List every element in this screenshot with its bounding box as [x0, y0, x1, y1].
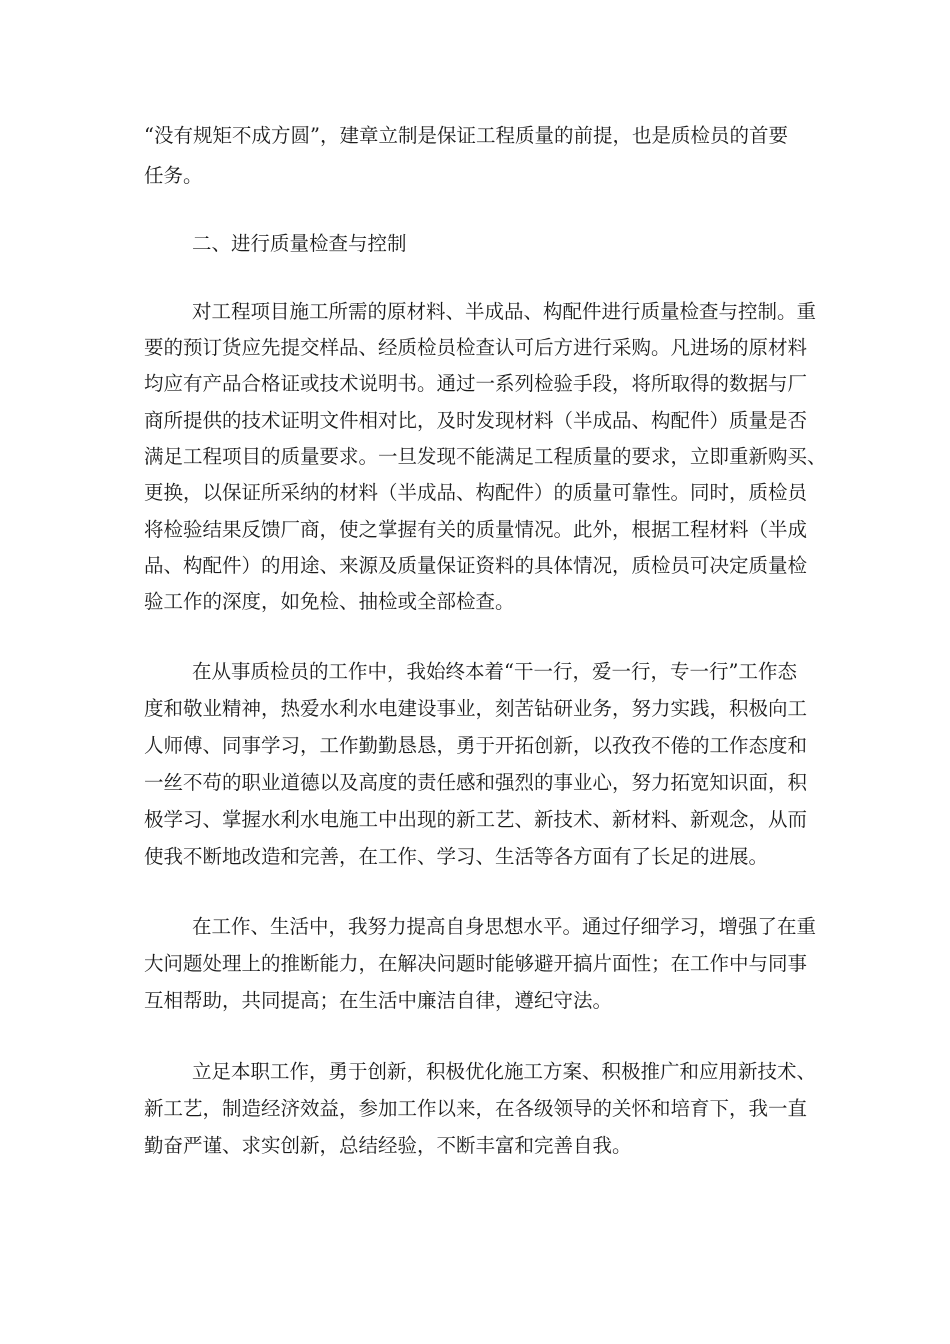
paragraph-6-line-1: 立足本职工作，勇于创新，积极优化施工方案、积极推广和应用新技术、	[192, 1060, 817, 1083]
paragraph-4-line-2: 度和敬业精神，热爱水利水电建设事业，刻苦钻研业务，努力实践，积极向工	[144, 697, 808, 720]
paragraph-4-line-6: 使我不断地改造和完善，在工作、学习、生活等各方面有了长足的进展。	[144, 845, 769, 868]
paragraph-3-line-1: 对工程项目施工所需的原材料、半成品、构配件进行质量检查与控制。重	[192, 300, 817, 323]
paragraph-6-line-2: 新工艺，制造经济效益，参加工作以来，在各级领导的关怀和培育下，我一直	[144, 1097, 808, 1120]
paragraph-1-line-2: 任务。	[144, 164, 203, 187]
paragraph-4-line-4: 一丝不苟的职业道德以及高度的责任感和强烈的事业心，努力拓宽知识面，积	[144, 771, 808, 794]
paragraph-5-line-1: 在工作、生活中，我努力提高自身思想水平。通过仔细学习，增强了在重	[192, 915, 817, 938]
section-heading: 二、进行质量检查与控制	[192, 232, 407, 255]
paragraph-4-line-1: 在从事质检员的工作中，我始终本着“干一行，爱一行，专一行”工作态	[192, 660, 797, 683]
paragraph-5-line-2: 大问题处理上的推断能力，在解决问题时能够避开搞片面性；在工作中与同事	[144, 952, 808, 975]
paragraph-1-line-1: “没有规矩不成方圆”，建章立制是保证工程质量的前提，也是质检员的首要	[144, 124, 788, 147]
paragraph-5-line-3: 互相帮助，共同提高；在生活中廉洁自律，遵纪守法。	[144, 989, 613, 1012]
paragraph-3-line-9: 验工作的深度，如免检、抽检或全部检查。	[144, 590, 515, 613]
paragraph-3-line-7: 将检验结果反馈厂商，使之掌握有关的质量情况。此外，根据工程材料（半成	[144, 518, 808, 541]
paragraph-3-line-2: 要的预订货应先提交样品、经质检员检查认可后方进行采购。凡进场的原材料	[144, 336, 808, 359]
paragraph-3-line-8: 品、构配件）的用途、来源及质量保证资料的具体情况，质检员可决定质量检	[144, 554, 808, 577]
paragraph-4-line-5: 极学习、掌握水利水电施工中出现的新工艺、新技术、新材料、新观念，从而	[144, 808, 808, 831]
paragraph-3-line-5: 满足工程项目的质量要求。一旦发现不能满足工程质量的要求，立即重新购买、	[144, 445, 827, 468]
paragraph-4-line-3: 人师傅、同事学习，工作勤勤恳恳，勇于开拓创新，以孜孜不倦的工作态度和	[144, 734, 808, 757]
paragraph-6-line-3: 勤奋严谨、求实创新，总结经验，不断丰富和完善自我。	[144, 1134, 632, 1157]
paragraph-3-line-3: 均应有产品合格证或技术说明书。通过一系列检验手段，将所取得的数据与厂	[144, 372, 808, 395]
paragraph-3-line-4: 商所提供的技术证明文件相对比，及时发现材料（半成品、构配件）质量是否	[144, 409, 808, 432]
paragraph-3-line-6: 更换，以保证所采纳的材料（半成品、构配件）的质量可靠性。同时，质检员	[144, 481, 808, 504]
